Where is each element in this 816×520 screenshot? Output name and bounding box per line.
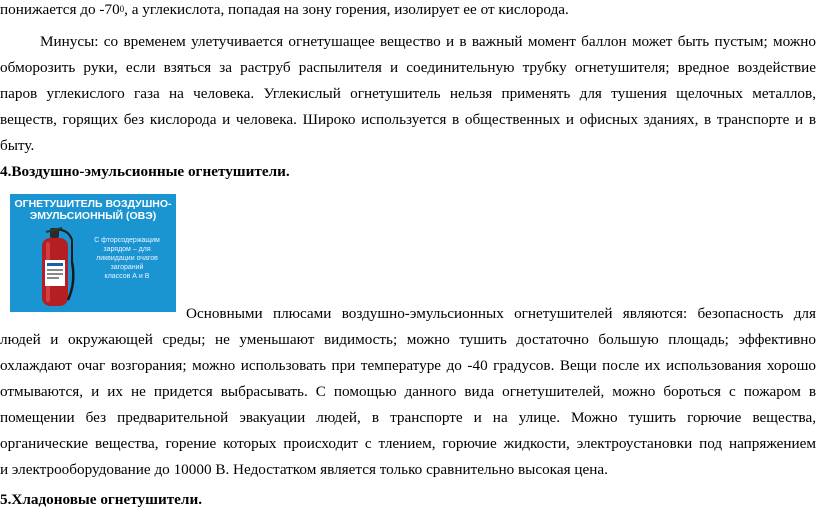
paragraph-line: и электрооборудование до 10000 В. Недостатком является только сравнительно высокая цена. [0, 461, 608, 478]
paragraph-line: Основными плюсами воздушно-эмульсионных огнетушителей являются: безопасность для [186, 305, 816, 322]
paragraph-line: паров углекислого газа на человека. Углекислый огнетушитель нельзя применять для тушения щелочных металлов, [0, 85, 816, 102]
paragraph-line: отмываются, и их не придется выбрасывать. С помощью данного вида огнетушителей, можно бороться с пожаром в [0, 383, 816, 400]
paragraph-line: Минусы: со временем улетучивается огнетушащее вещество и в важный момент баллон может быть пустым; можно [40, 33, 816, 50]
poster-caption: С фторсодержащим зарядом – для ликвидации очагов загораний классов А и В [94, 237, 160, 280]
poster-title: ОГНЕТУШИТЕЛЬ ВОЗДУШНО- ЭМУЛЬСИОННЫЙ (ОВЭ) [14, 198, 172, 222]
paragraph-line: веществ, горящих без кислорода и человека. Широко используется в общественных и офисных зданиях, в транспорте и в [0, 111, 816, 128]
section-heading-4: 4.Воздушно-эмульсионные огнетушители. [0, 163, 290, 180]
paragraph-line: понижается до $-70^0$, а углекислота, попадая на зону горения, изолирует ее от кислорода. [0, 1, 569, 18]
paragraph-line: помещении без предварительной эвакуации людей, в транспорте и на улице. Можно тушить горючие вещества, [0, 409, 816, 426]
paragraph-line: быту. [0, 137, 35, 154]
paragraph-line: охлаждают очаг возгорания; можно использовать при температуре до -40 градусов. Вещи после их использования хорошо [0, 357, 816, 374]
paragraph-line: обморозить руки, если взяться за раструб распылителя и соединительную трубку огнетушителя; вредное воздействие [0, 59, 816, 76]
section-heading-5: 5.Хладоновые огнетушители. [0, 491, 202, 508]
superscript-degree: 0 [119, 4, 125, 14]
paragraph-line: людей и окружающей среды; не уменьшают видимость; можно тушить достаточно большую площадь; эффективно [0, 331, 816, 348]
fire-extinguisher-icon [24, 222, 84, 310]
paragraph-line: органические вещества, горение которых происходит с тлением, горючие жидкости, электроустановки под напряжением [0, 435, 816, 452]
extinguisher-poster-image [10, 194, 176, 312]
